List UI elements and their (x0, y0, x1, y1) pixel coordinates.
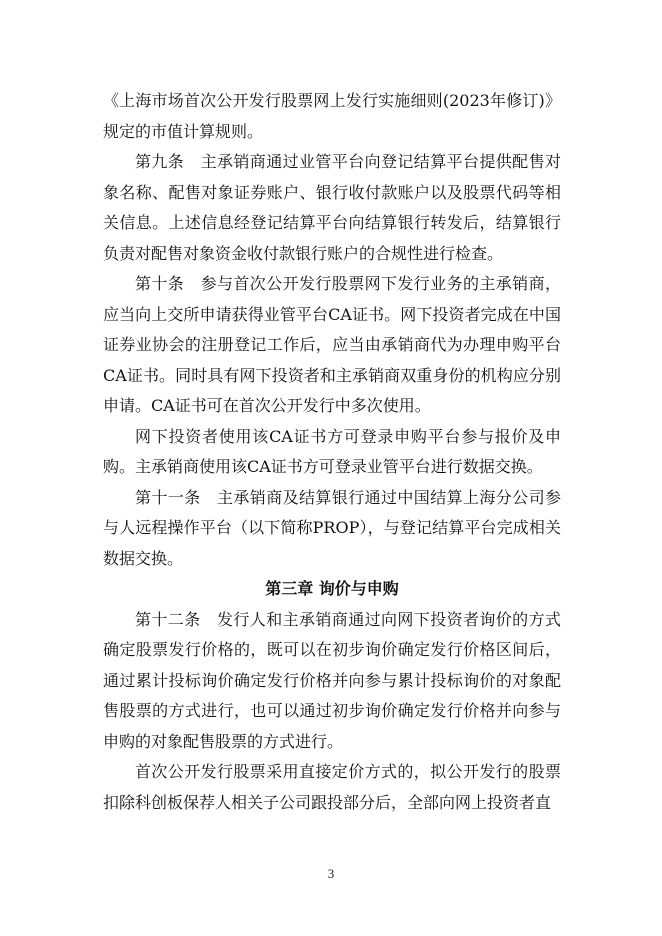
paragraph-article-9: 第九条 主承销商通过业管平台向登记结算平台提供配售对象名称、配售对象证券账户、银行收付款账户以及股票代码等相关信息。上述信息经登记结算平台向结算银行转发后，结算银行负责对配售对象资金收付款银行账户的合规性进行检查。 (103, 152, 561, 263)
page-body (103, 86, 561, 818)
paragraph-article-10: 第十条 参与首次公开发行股票网下发行业务的主承销商，应当向上交所申请获得业管平台CA证书。网下投资者完成在中国证券业协会的注册登记工作后，应当由承销商代为办理申购平台CA证书。同时具有网下投资者和主承销商双重身份的机构应分别申请。CA证书可在首次公开发行中多次使用。 (103, 274, 561, 415)
paragraph-article-12: 第十二条 发行人和主承销商通过向网下投资者询价的方式确定股票发行价格的，既可以在初步询价确定发行价格区间后，通过累计投标询价确定发行价格并向参与累计投标询价的对象配售股票的方式进行，也可以通过初步询价确定发行价格并向参与申购的对象配售股票的方式进行。 (103, 609, 561, 751)
chapter-heading: 第三章 询价与申购 (265, 579, 399, 598)
paragraph-article-11: 第十一条 主承销商及结算银行通过中国结算上海分公司参与人远程操作平台（以下简称PROP），与登记结算平台完成相关数据交换。 (103, 487, 561, 568)
paragraph-article-10-ca-usage: 网下投资者使用该CA证书方可登录申购平台参与报价及申购。主承销商使用该CA证书方可登录业管平台进行数据交换。 (103, 426, 561, 476)
paragraph-direct-pricing: 首次公开发行股票采用直接定价方式的，拟公开发行的股票扣除科创板保荐人相关子公司跟投部分后，全部向网上投资者直 (103, 762, 561, 812)
paragraph-continuation: 《上海市场首次公开发行股票网上发行实施细则(2023年修订)》规定的市值计算规则。 (103, 91, 561, 141)
page-number: 3 (327, 866, 335, 881)
